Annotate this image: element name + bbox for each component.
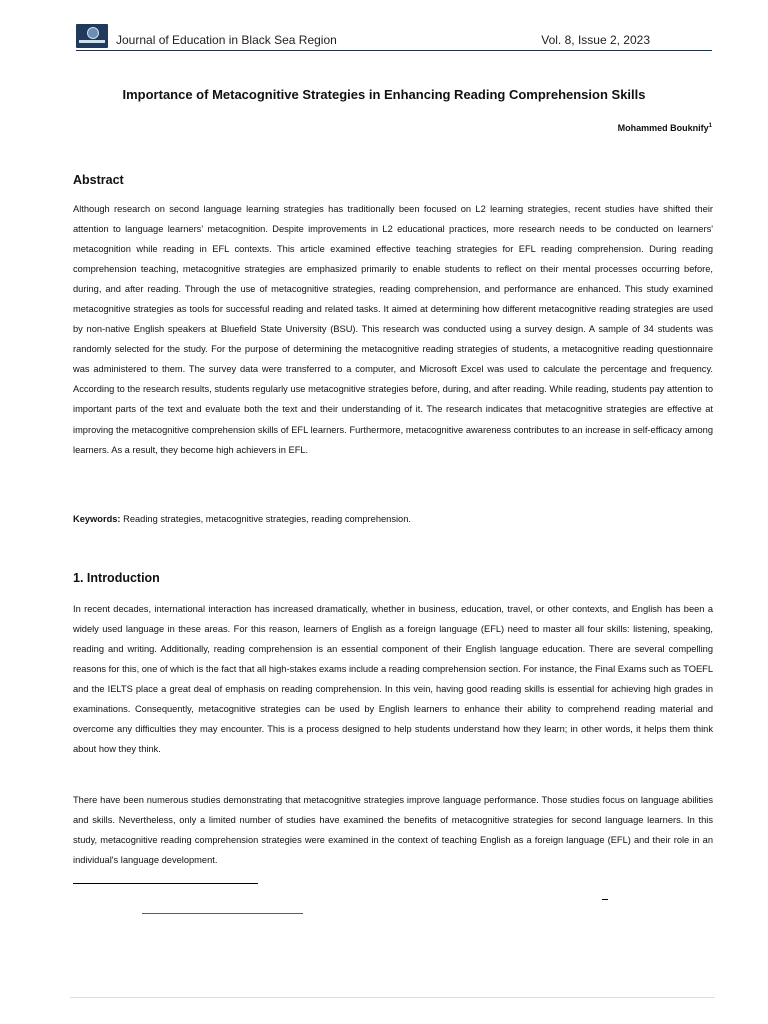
keywords xyxy=(73,514,411,524)
issue-info: Vol. 8, Issue 2, 2023 xyxy=(541,33,650,47)
journal-logo-icon xyxy=(76,24,108,48)
globe-icon xyxy=(87,27,99,39)
footnote-separator xyxy=(73,883,258,884)
abstract-text: Although research on second language learning strategies has traditionally been focused on L2 learning strategies, recent studies have shifted their attention to language learners' metacognition. Despite improvements in L2 educational practices, more research needs to be conducted on learners' metacognition while reading in EFL contexts. This article examined effective teaching strategies for EFL reading comprehension. During reading comprehension teaching, metacognitive strategies are emphasized primarily to enable students to reflect on their mental processes occurring before, during, and after reading. Through the use of metacognitive strategies, reading comprehension, and performance are enhanced. This study examined metacognitive strategies as tools for successful reading and related tasks. It aimed at determining how different metacognitive reading strategies are used by non-native English speakers at Bluefield State University (BSU). This research was conducted using a survey design. A sample of 34 students was randomly selected for the study. For the purpose of determining the metacognitive reading strategies of students, a metacognitive reading questionnaire was administered to them. The survey data were transferred to a computer, and Microsoft Excel was used to calculate the percentage and frequency. According to the research results, students regularly use metacognitive strategies before, during, and after reading. While reading, students pay attention to important parts of the text and evaluate both the text and their understanding of it. The research indicates that metacognitive strategies are effective at improving the metacognitive comprehension skills of EFL learners. Furthermore, metacognitive awareness contributes to an increase in self-efficacy among learners. As a result, they become high achievers in EFL. xyxy=(73,204,713,455)
logo-band xyxy=(79,40,105,43)
abstract-heading: Abstract xyxy=(73,173,124,187)
footnote-email-link[interactable] xyxy=(142,913,303,914)
paper-title: Importance of Metacognitive Strategies in Enhancing Reading Comprehension Skills xyxy=(122,87,646,102)
author-name: Mohammed Bouknify xyxy=(617,123,709,133)
introduction-heading xyxy=(73,571,160,585)
intro-paragraph-2: There have been numerous studies demonstrating that metacognitive strategies improve language performance. Those studies focus on language abilities and skills. Nevertheless, only a limited number of studies have examined the benefits of metacognitive strategies for second language learners. In this study, metacognitive reading comprehension strategies were examined in the context of teaching English as a foreign language (EFL) and their role in an individual's language development. xyxy=(73,795,713,866)
section-title: Introduction xyxy=(86,571,160,585)
author-footnote-mark[interactable]: 1 xyxy=(708,123,712,129)
keywords-label: Keywords: xyxy=(73,514,121,524)
journal-name: Journal of Education in Black Sea Region xyxy=(116,33,337,47)
footer-rule xyxy=(70,997,715,998)
intro-paragraph-1: In recent decades, international interaction has increased dramatically, whether in business, education, travel, or other contexts, and English has been a widely used language in these areas. For this reason, learners of English as a foreign language (EFL) need to master all four skills: listening, speaking, reading and writing. Additionally, reading comprehension is an essential component of their English language education. There are several compelling reasons for this, one of which is the fact that all high-stakes exams include a reading comprehension section. For instance, the Final Exams such as TOEFL and the IELTS place a great deal of emphasis on reading comprehension. In this vein, having good reading skills is essential for achieving high grades in examinations. Consequently, metacognitive strategies can be used by English learners to enhance their ability to comprehend reading material and overcome any difficulties they may encounter. This is a process designed to help students understand how they learn; in other words, it helps them think about how they think. xyxy=(73,604,713,755)
keywords-text: Reading strategies, metacognitive strategies, reading comprehension. xyxy=(120,514,411,524)
section-number: 1. xyxy=(73,571,84,585)
author-line xyxy=(618,123,712,133)
running-header xyxy=(76,24,712,51)
footnote-dash xyxy=(602,899,608,900)
